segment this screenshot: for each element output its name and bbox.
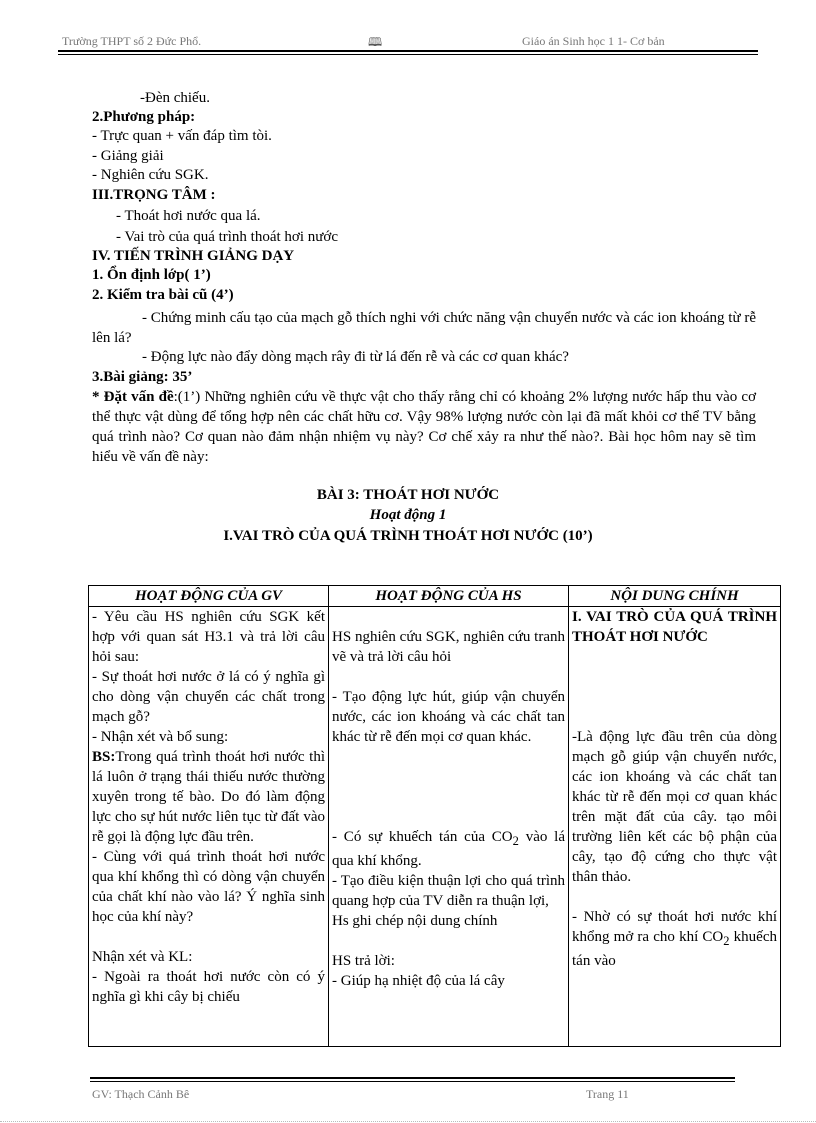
nd-paragraph-1: -Là động lực đầu trên của dòng mạch gỗ giúp vận chuyển nước, các ion khoáng và các chất tan khác từ rễ đến mọi cơ quan khác trên mặt đất của cây. tạo môi trường liên kết các bộ phận của cây, tạo độ cứng cho thực vật thân thảo. <box>572 729 777 885</box>
header-gv: HOẠT ĐỘNG CỦA GV <box>89 586 329 607</box>
gv-bs-text: Trong quá trình thoát hơi nước thì lá luôn ở trạng thái thiếu nước thường xuyên trong tế bào. Do đó làm động lực cho sự hút nước liên tục từ đất vào rễ gọi là động lực đầu trên. <box>92 749 325 845</box>
header-rule <box>58 50 758 52</box>
gv-paragraph-5: Nhận xét và KL: <box>92 949 193 965</box>
dat-van-de-paragraph <box>92 387 756 467</box>
book-icon: 🕮 <box>368 35 383 49</box>
gv-paragraph-4: - Cùng với quá trình thoát hơi nước qua khí khổng thì có dòng vận chuyển của chất khí nào vào lá? Ý nghĩa sinh học của khí này? <box>92 849 325 925</box>
lesson-title: BÀI 3: THOÁT HƠI NƯỚC <box>316 487 500 503</box>
hs-co2-subscript: 2 <box>512 834 519 848</box>
hs-paragraph-4: - Tạo điều kiện thuận lợi cho quá trình quang hợp của TV diễn ra thuận lợi, <box>332 873 565 909</box>
line-giang-giai: - Giảng giải <box>92 148 164 164</box>
kiemtra-question-2: - Động lực nào đẩy dòng mạch rây đi từ lá đến rễ và các cơ quan khác? <box>142 349 569 365</box>
line-truc-quan: - Trực quan + vấn đáp tìm tòi. <box>92 128 272 144</box>
hs-paragraph-6: HS trả lời: <box>332 953 395 969</box>
nd-title: I. VAI TRÒ CỦA QUÁ TRÌNH THOÁT HƠI NƯỚC <box>572 609 777 645</box>
nd-paragraph-2 <box>572 907 777 971</box>
footer-rule-thin <box>90 1081 735 1082</box>
heading-tien-trinh: IV. TIẾN TRÌNH GIẢNG DẠY <box>92 248 295 264</box>
nd-co2-text-end: khuếch tán vào <box>572 929 777 969</box>
gv-bs-label: BS: <box>92 749 116 765</box>
section-title: I.VAI TRÒ CỦA QUÁ TRÌNH THOÁT HƠI NƯỚC (10’) <box>223 528 593 544</box>
footer-page-number: Trang 11 <box>586 1087 629 1101</box>
nd-co2-subscript: 2 <box>723 934 730 948</box>
activity-title: Hoạt động 1 <box>369 507 447 523</box>
dat-van-de-text: :(1’) Những nghiên cứu về thực vật cho thấy rằng chỉ có khoảng 2% lượng nước hấp thu vào cơ thể thực vật dùng để tổng hợp nên các chất hữu cơ. Vậy 98% lượng nước còn lại đã mất khỏi cơ thể TV bằng quá trình nào? Cơ quan nào đảm nhận nhiệm vụ này? Cơ chế xảy ra như thế nào?. Bài học hôm nay sẽ tìm hiểu về vấn đề này: <box>92 389 757 465</box>
heading-trong-tam: III.TRỌNG TÂM : <box>92 187 216 203</box>
hs-co2-text: - Có sự khuếch tán của CO <box>332 829 513 845</box>
hs-paragraph-5: Hs ghi chép nội dung chính <box>332 913 498 929</box>
gv-paragraph-1: - Yêu cầu HS nghiên cứu SGK kết hợp với quan sát H3.1 và trả lời câu hỏi sau: <box>92 609 325 665</box>
footer-rule <box>90 1077 735 1079</box>
line-nghien-cuu: - Nghiên cứu SGK. <box>92 167 209 183</box>
hs-co2-text-end: vào lá qua khí khổng. <box>332 829 565 869</box>
heading-phuong-phap: 2.Phương pháp: <box>92 109 196 125</box>
gv-paragraph-3: - Nhận xét và bổ sung: <box>92 729 229 745</box>
header-school: Trường THPT số 2 Đức Phổ. <box>62 34 202 48</box>
heading-kiem-tra: 2. Kiểm tra bài cũ (4’) <box>92 287 234 303</box>
heading-on-dinh: 1. Ổn định lớp( 1’) <box>92 267 211 283</box>
hs-paragraph-1: HS nghiên cứu SGK, nghiên cứu tranh vẽ và trả lời câu hỏi <box>332 629 565 665</box>
hs-paragraph-3 <box>332 827 565 871</box>
header-subject: Giáo án Sinh học 1 1- Cơ bản <box>522 34 665 48</box>
table-row <box>89 607 781 1047</box>
dat-van-de-label: * Đặt vấn đề <box>92 389 174 405</box>
header-hs: HOẠT ĐỘNG CỦA HS <box>329 586 569 607</box>
header-rule-thin <box>58 54 758 55</box>
line-thoat-hoi-nuoc: - Thoát hơi nước qua lá. <box>116 208 261 224</box>
footer-teacher: GV: Thạch Cảnh Bê <box>92 1087 190 1101</box>
gv-bs-paragraph <box>92 747 325 847</box>
kiemtra-question-1: - Chứng minh cấu tạo của mạch gỗ thích nghi với chức năng vận chuyển nước và các ion khoáng từ rễ lên lá? <box>92 310 756 346</box>
hs-paragraph-2: - Tạo động lực hút, giúp vận chuyển nước, các ion khoáng và các chất tan khác từ rễ đến mọi cơ quan khác. <box>332 689 565 745</box>
gv-paragraph-2: - Sự thoát hơi nước ở lá có ý nghĩa gì cho dòng vận chuyển các chất trong mạch gỗ? <box>92 669 325 725</box>
gv-paragraph-6: - Ngoài ra thoát hơi nước còn có ý nghĩa gì khi cây bị chiếu <box>92 969 325 1005</box>
line-den-chieu: -Đèn chiếu. <box>140 90 210 106</box>
activity-table <box>88 585 781 1047</box>
nd-co2-text: - Nhờ có sự thoát hơi nước khí khổng mở ra cho khí CO <box>572 909 777 945</box>
header-noi-dung: NỘI DUNG CHÍNH <box>569 586 781 607</box>
cell-noi-dung <box>569 607 781 1047</box>
cell-gv <box>89 607 329 1047</box>
hs-paragraph-7: - Giúp hạ nhiệt độ của lá cây <box>332 973 505 989</box>
line-vai-tro: - Vai trò của quá trình thoát hơi nước <box>116 229 338 245</box>
heading-bai-giang: 3.Bài giảng: 35’ <box>92 369 193 385</box>
cell-hs <box>329 607 569 1047</box>
table-header-row <box>89 586 781 607</box>
